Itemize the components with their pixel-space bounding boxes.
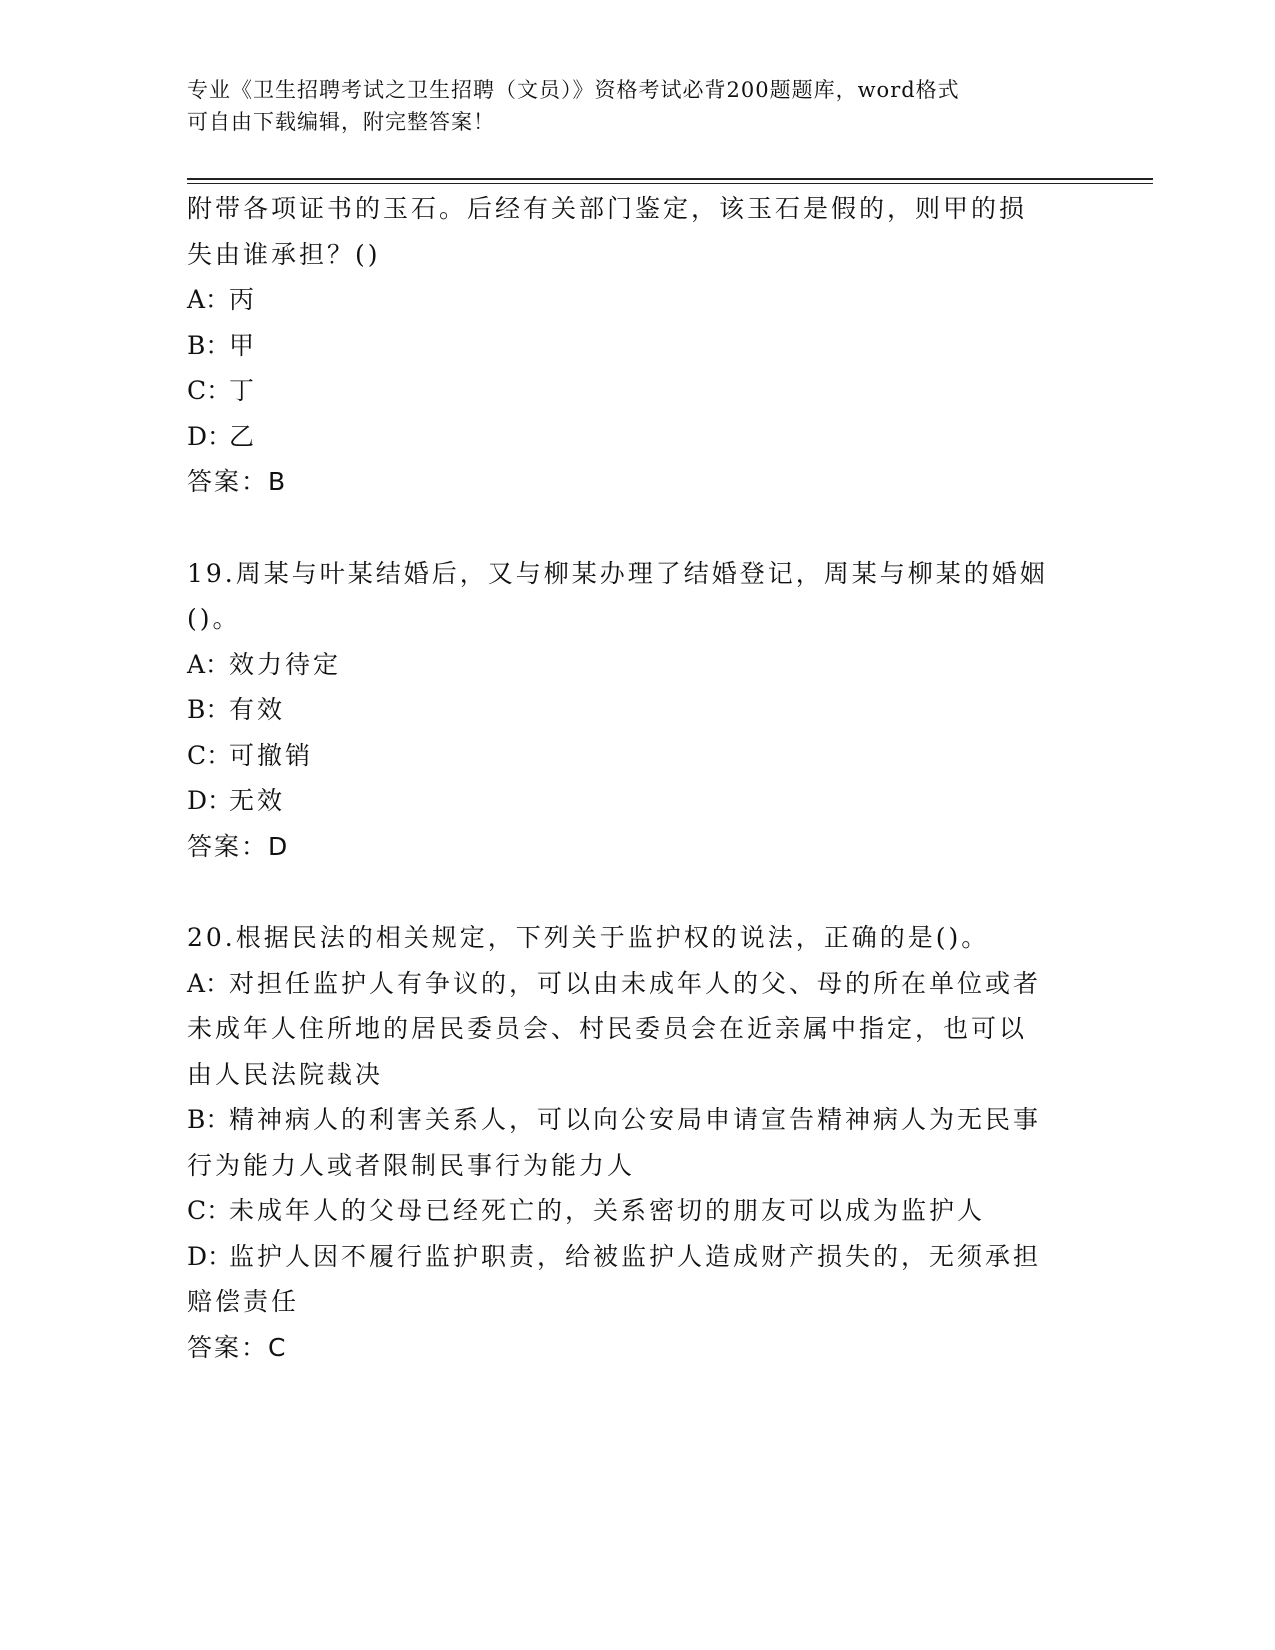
- option-d-continued: 赔偿责任: [187, 1287, 300, 1316]
- option-b: [187, 1097, 1067, 1143]
- question-18: [187, 186, 1067, 505]
- option-key: A：: [187, 285, 231, 314]
- option-b: [187, 687, 1067, 733]
- option-text: 有效: [229, 695, 286, 724]
- option-a: [187, 642, 1067, 688]
- option-text: 可撤销: [229, 740, 314, 770]
- question-19: [187, 551, 1067, 870]
- question-spacer: [187, 505, 1067, 551]
- option-key: B：: [187, 1105, 231, 1134]
- option-b-continued: 行为能力人或者限制民事行为能力人: [187, 1150, 636, 1180]
- answer-line: 答案：B: [187, 467, 288, 496]
- option-c: [187, 733, 1067, 779]
- option-a-continued: 未成年人住所地的居民委员会、村民委员会在近亲属中指定，也可以: [187, 1014, 1028, 1043]
- answer-line: 答案：D: [187, 831, 290, 861]
- header-divider: [187, 178, 1153, 184]
- option-key: D：: [187, 786, 233, 815]
- option-a: [187, 961, 1067, 1007]
- option-key: C：: [187, 740, 232, 770]
- option-key: A：: [187, 968, 231, 998]
- header-line-2: 可自由下载编辑，附完整答案！: [187, 110, 495, 134]
- question-text-line: 附带各项证书的玉石。后经有关部门鉴定，该玉石是假的，则甲的损: [187, 194, 1028, 223]
- option-text: 乙: [229, 421, 258, 451]
- question-text-line: 19.周某与叶某结婚后，又与柳某办理了结婚登记，周某与柳某的婚姻: [187, 558, 1048, 588]
- option-text: 监护人因不履行监护职责，给被监护人造成财产损失的，无须承担: [229, 1241, 1042, 1271]
- option-text: 精神病人的利害关系人，可以向公安局申请宣告精神病人为无民事: [229, 1105, 1042, 1134]
- option-a: [187, 277, 1067, 323]
- question-text-line: ()。: [187, 604, 241, 633]
- option-key: D：: [187, 1241, 233, 1271]
- option-text: 未成年人的父母已经死亡的，关系密切的朋友可以成为监护人: [229, 1196, 986, 1225]
- question-text-line: 失由谁承担？(): [187, 239, 381, 269]
- option-d: [187, 778, 1067, 824]
- option-key: B：: [187, 330, 231, 360]
- option-key: D：: [187, 421, 233, 451]
- question-20: [187, 915, 1067, 1370]
- option-c: [187, 1188, 1067, 1234]
- option-text: 甲: [229, 330, 258, 360]
- option-key: C：: [187, 376, 232, 405]
- option-d: [187, 414, 1067, 460]
- option-text: 效力待定: [229, 649, 342, 679]
- option-text: 无效: [229, 786, 286, 815]
- option-c: [187, 368, 1067, 414]
- option-key: A：: [187, 649, 231, 679]
- header-line-1: 专业《卫生招聘考试之卫生招聘（文员）》资格考试必背200题题库，word格式: [187, 78, 960, 102]
- answer-line: 答案：C: [187, 1332, 288, 1362]
- option-b: [187, 323, 1067, 369]
- option-text: 丙: [229, 285, 258, 314]
- question-text-line: 20.根据民法的相关规定，下列关于监护权的说法，正确的是()。: [187, 923, 990, 952]
- option-key: B：: [187, 695, 231, 724]
- option-key: C：: [187, 1196, 232, 1225]
- option-d: [187, 1234, 1067, 1280]
- option-text: 对担任监护人有争议的，可以由未成年人的父、母的所在单位或者: [229, 968, 1042, 998]
- option-a-continued: 由人民法院裁决: [187, 1059, 384, 1089]
- option-text: 丁: [229, 376, 258, 405]
- question-list: [187, 186, 1067, 1370]
- question-spacer: [187, 869, 1067, 915]
- page-header: [187, 74, 1067, 138]
